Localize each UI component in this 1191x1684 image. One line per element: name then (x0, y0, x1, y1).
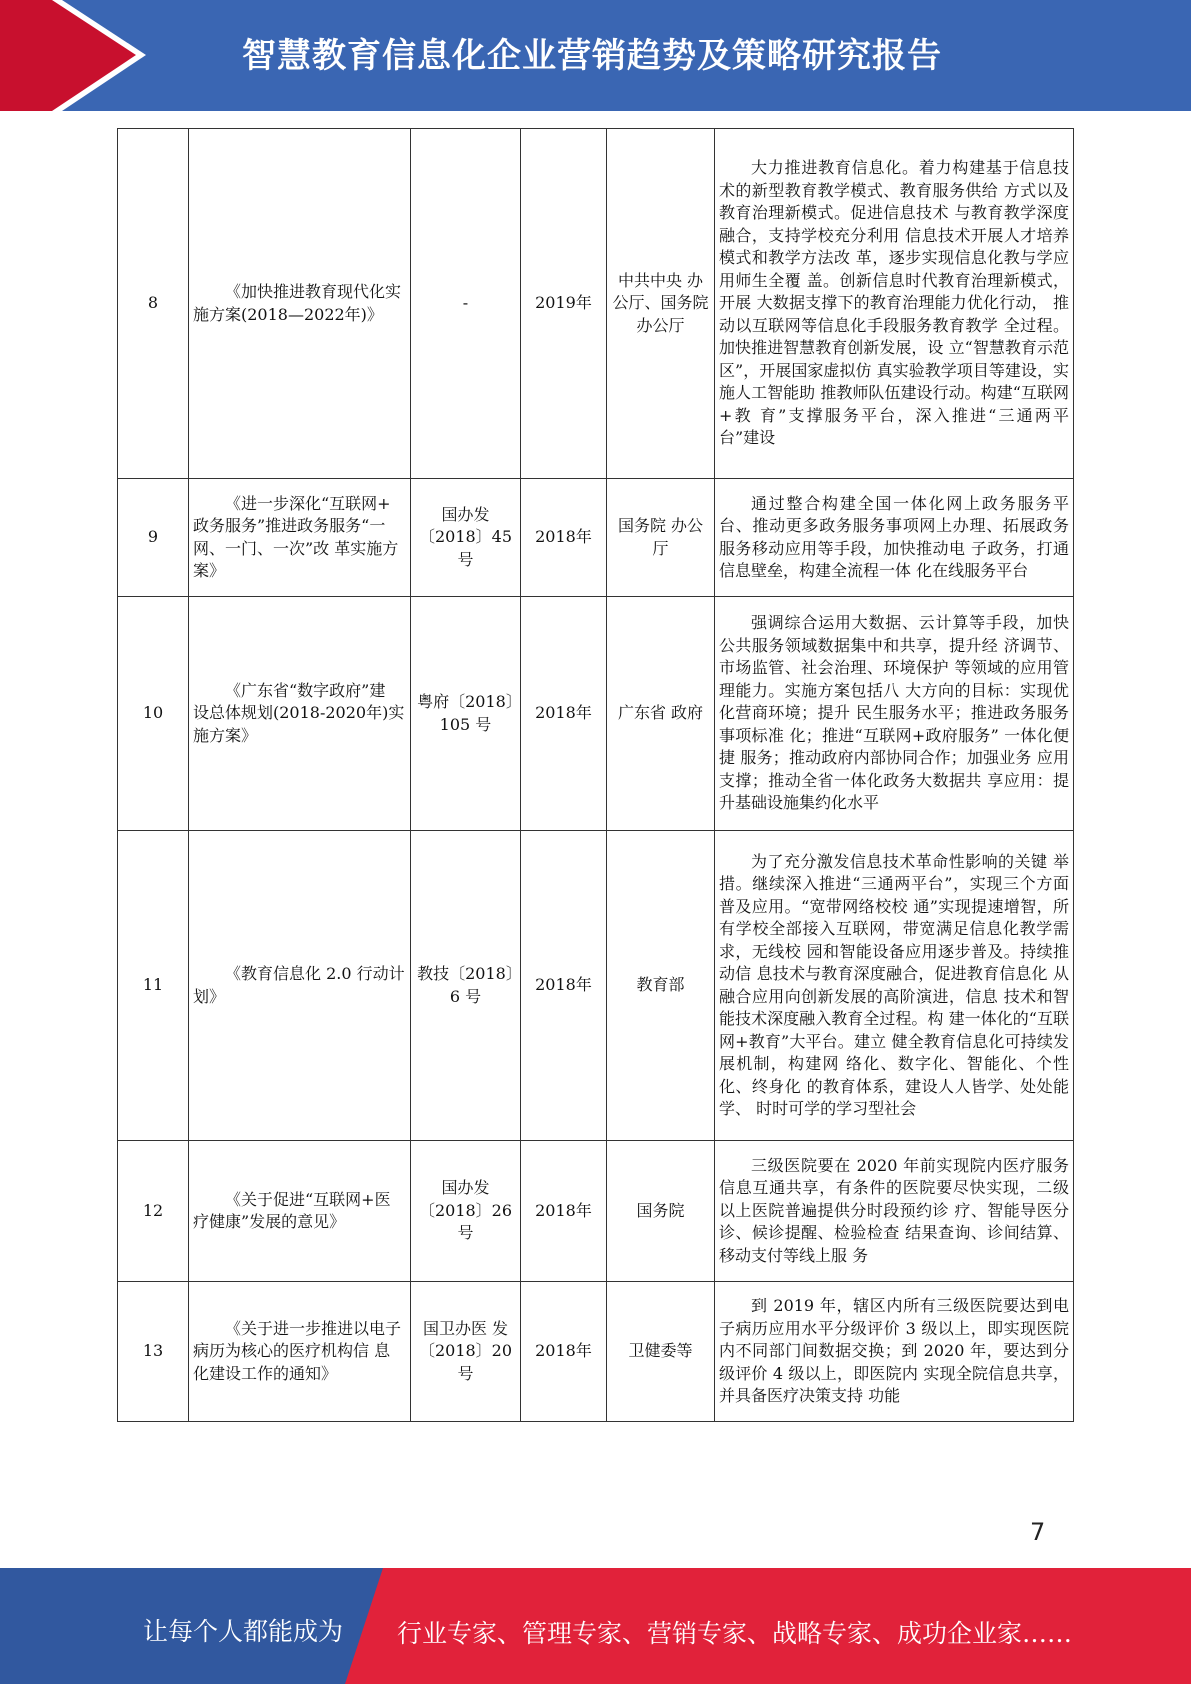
issuing-agency: 国务院 (607, 1141, 715, 1282)
table-row (118, 1141, 1074, 1282)
policy-description: 大力推进教育信息化。着力构建基于信息技术的新型教育教学模式、教育服务供给 方式以及教育治理新模式。促进信息技术 与教育教学深度融合，支持学校充分利用 信息技术开展人才培养模式和教学方法改 革，逐步实现信息化教与学应用师生全覆 盖。创新信息时代教育治理新模式，开展 大数据支撑下的教育治理能力优化行动， 推动以互联网等信息化手段服务教育教学 全过程。加快推进智慧教育创新发展，设 立“智慧教育示范区”，开展国家虚拟仿 真实验教学项目等建设，实施人工智能助 推教师队伍建设行动。构建“互联网+教 育”支撑服务平台，深入推进“三通两平 台”建设 (715, 129, 1074, 479)
policy-description: 通过整合构建全国一体化网上政务服务平 台、推动更多政务服务事项网上办理、拓展政务服务移动应用等手段，加快推动电 子政务，打通信息壁垒，构建全流程一体 化在线服务平台 (715, 479, 1074, 597)
table-row (118, 129, 1074, 479)
policy-name: 《关于进一步推进以电子 病历为核心的医疗机构信 息化建设工作的通知》 (189, 1282, 411, 1422)
policy-name: 《教育信息化 2.0 行动计 划》 (189, 831, 411, 1141)
row-number: 11 (118, 831, 189, 1141)
issuing-agency: 国务院 办公厅 (607, 479, 715, 597)
document-number: 国卫办医 发〔2018〕20 号 (411, 1282, 521, 1422)
policy-description: 为了充分激发信息技术革命性影响的关键 举措。继续深入推进“三通两平台”，实现三个方面普及应用。“宽带网络校校 通”实现提速增智，所有学校全部接入互联网，带宽满足信息化教学需求，无线校 园和智能设备应用逐步普及。持续推动信 息技术与教育深度融合，促进教育信息化 从融合应用向创新发展的高阶演进，信息 技术和智能技术深度融入教育全过程。构 建一体化的“互联网+教育”大平台。建立 健全教育信息化可持续发展机制，构建网 络化、数字化、智能化、个性化、终身化 的教育体系，建设人人皆学、处处能学、 时时可学的学习型社会 (715, 831, 1074, 1141)
table-row (118, 479, 1074, 597)
row-number: 12 (118, 1141, 189, 1282)
document-number: 粤府〔2018〕105 号 (411, 597, 521, 831)
page-footer (0, 1568, 1191, 1684)
issue-year: 2018年 (521, 831, 607, 1141)
document-number: 教技〔2018〕6 号 (411, 831, 521, 1141)
issuing-agency: 卫健委等 (607, 1282, 715, 1422)
issuing-agency: 广东省 政府 (607, 597, 715, 831)
page-header (0, 0, 1191, 111)
policy-description: 三级医院要在 2020 年前实现院内医疗服务 信息互通共享，有条件的医院要尽快实现，二级以上医院普遍提供分时段预约诊 疗、智能导医分诊、候诊提醒、检验检查 结果查询、诊间结算、移动支付等线上服 务 (715, 1141, 1074, 1282)
issue-year: 2018年 (521, 597, 607, 831)
footer-slogan-right: 行业专家、管理专家、营销专家、战略专家、成功企业家…… (397, 1619, 1073, 1648)
page-number: 7 (1030, 1518, 1046, 1546)
issuing-agency: 教育部 (607, 831, 715, 1141)
issue-year: 2019年 (521, 129, 607, 479)
row-number: 9 (118, 479, 189, 597)
issue-year: 2018年 (521, 1282, 607, 1422)
policy-description: 到 2019 年，辖区内所有三级医院要达到电 子病历应用水平分级评价 3 级以上，即实现医院内不同部门间数据交换；到 2020 年，要达到分级评价 4 级以上，即医院内 实现全院信息共享，并具备医疗决策支持 功能 (715, 1282, 1074, 1422)
policy-description: 强调综合运用大数据、云计算等手段，加快公共服务领域数据集中和共享，提升经 济调节、市场监管、社会治理、环境保护 等领域的应用管理能力。实施方案包括八 大方向的目标：实现优化营商环境；提升 民生服务水平；推进政务服务事项标准 化；推进“互联网+政府服务” 一体化便捷 服务；推动政府内部协同合作；加强业务 应用支撑；推动全省一体化政务大数据共 享应用：提升基础设施集约化水平 (715, 597, 1074, 831)
policy-name: 《进一步深化“互联网+ 政务服务”推进政务服务“一网、一门、一次”改 革实施方案》 (189, 479, 411, 597)
policy-table (117, 128, 1074, 1422)
policy-name: 《广东省“数字政府”建 设总体规划(2018-2020年)实施方案》 (189, 597, 411, 831)
document-number: - (411, 129, 521, 479)
issue-year: 2018年 (521, 479, 607, 597)
footer-slogan-left: 让每个人都能成为 (143, 1617, 344, 1646)
issuing-agency: 中共中央 办公厅、国务院 办公厅 (607, 129, 715, 479)
policy-name: 《加快推进教育现代化实施方案(2018—2022年)》 (189, 129, 411, 479)
row-number: 8 (118, 129, 189, 479)
document-number: 国办发〔2018〕45 号 (411, 479, 521, 597)
row-number: 10 (118, 597, 189, 831)
policy-name: 《关于促进“互联网+医 疗健康”发展的意见》 (189, 1141, 411, 1282)
report-title: 智慧教育信息化企业营销趋势及策略研究报告 (242, 36, 942, 76)
table-row (118, 597, 1074, 831)
document-number: 国办发〔2018〕26 号 (411, 1141, 521, 1282)
row-number: 13 (118, 1282, 189, 1422)
table-row (118, 831, 1074, 1141)
issue-year: 2018年 (521, 1141, 607, 1282)
table-row (118, 1282, 1074, 1422)
